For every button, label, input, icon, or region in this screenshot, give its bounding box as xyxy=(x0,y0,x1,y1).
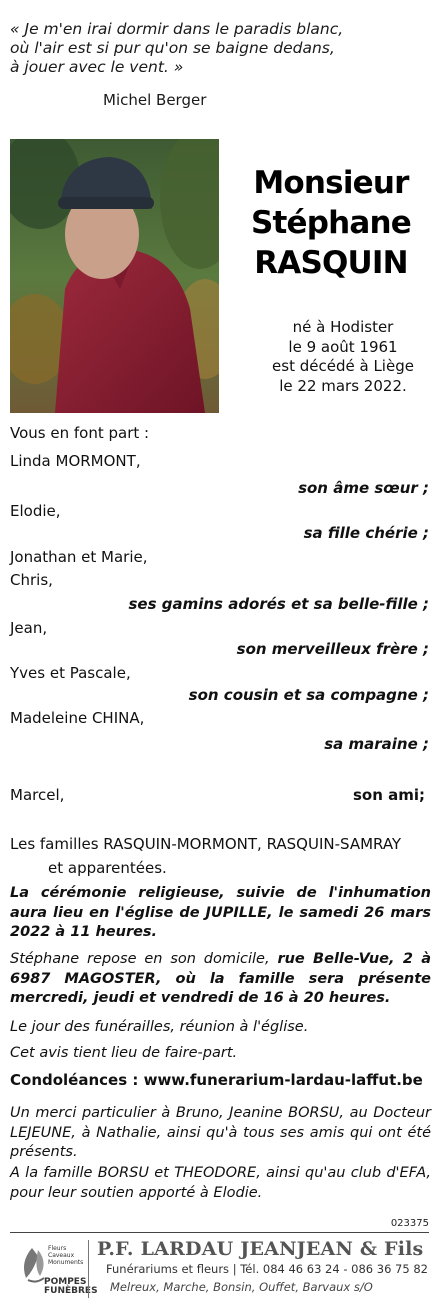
deceased-name xyxy=(226,163,436,283)
logo-funebres: FUNÈBRES xyxy=(44,1286,98,1296)
logo-line: Caveaux xyxy=(48,1252,75,1259)
family-name: Elodie, xyxy=(10,502,61,520)
quote-line-1: « Je m'en irai dormir dans le paradis blanc, xyxy=(10,20,344,38)
logo-line: Monuments xyxy=(48,1259,84,1266)
families-line: et apparentées. xyxy=(48,859,167,877)
birth-info xyxy=(248,318,438,396)
deceased-first-name: Stéphane xyxy=(250,205,412,241)
family-name: Jonathan et Marie, xyxy=(10,548,148,566)
family-name: Madeleine CHINA, xyxy=(10,709,145,727)
logo-text xyxy=(48,1245,83,1266)
portrait-photo xyxy=(10,139,219,413)
deceased-last-name: RASQUIN xyxy=(254,245,408,281)
quote-line-3: à jouer avec le vent. » xyxy=(10,58,184,76)
family-relation: son ami; xyxy=(352,786,425,804)
logo-line: Fleurs xyxy=(48,1245,67,1252)
family-name: Linda MORMONT, xyxy=(10,452,141,470)
company-name: P.F. LARDAU JEANJEAN & Fils xyxy=(97,1238,424,1260)
company-locations: Melreux, Marche, Bonsin, Ouffet, Barvaux s/O xyxy=(110,1280,373,1294)
rest-info xyxy=(10,950,431,1009)
quote-line-2: où l'air est si pur qu'on se baigne dedans, xyxy=(10,39,335,57)
logo-pompes-funebres xyxy=(44,1278,98,1296)
family-relation: ses gamins adorés et sa belle-fille ; xyxy=(128,595,429,613)
birth-line-3: est décédé à Liège xyxy=(272,357,414,375)
company-services: Funérariums et fleurs | Tél. 084 46 63 24 - 086 36 75 82 xyxy=(106,1262,428,1276)
family-relation: son âme sœur ; xyxy=(298,479,429,497)
birth-line-2: le 9 août 1961 xyxy=(288,337,398,356)
birth-line-1: né à Hodister xyxy=(292,318,394,336)
footer-separator xyxy=(88,1240,89,1298)
family-relation: son cousin et sa compagne ; xyxy=(188,686,429,704)
family-name: Jean, xyxy=(10,619,48,637)
family-name: Yves et Pascale, xyxy=(10,664,131,682)
birth-line-4: le 22 mars 2022. xyxy=(279,376,407,395)
quote-author: Michel Berger xyxy=(103,91,207,109)
funeral-day: Le jour des funérailles, réunion à l'église. xyxy=(10,1019,309,1035)
notice: Cet avis tient lieu de faire-part. xyxy=(10,1045,238,1061)
rest-info-part2: rue Belle-Vue, 2 à 6987 MAGOSTER, où la famille sera présente mercredi, jeudi et vendredi de 16 à 20 heures. xyxy=(10,951,431,1006)
reference-number: 023375 xyxy=(390,1218,429,1229)
families-line: Les familles RASQUIN-MORMONT, RASQUIN-SAMRAY xyxy=(10,835,402,853)
deceased-title: Monsieur xyxy=(253,165,409,201)
logo-pompes: POMPES xyxy=(44,1277,87,1287)
family-relation: sa fille chérie ; xyxy=(303,524,429,542)
condolences-link[interactable]: Condoléances : www.funerarium-lardau-laffut.be xyxy=(10,1071,423,1089)
quote xyxy=(10,20,430,77)
footer-divider xyxy=(10,1232,429,1233)
family-relation: son merveilleux frère ; xyxy=(236,640,429,658)
ceremony-info: La cérémonie religieuse, suivie de l'inhumation aura lieu en l'église de JUPILLE, le samedi 26 mars 2022 à 11 heures. xyxy=(10,885,431,940)
family-intro: Vous en font part : xyxy=(10,424,150,442)
rest-info-part1: Stéphane repose en son domicile, xyxy=(10,951,278,967)
family-relation: sa maraine ; xyxy=(324,735,429,753)
thanks-1: Un merci particulier à Bruno, Jeanine BORSU, au Docteur LEJEUNE, à Nathalie, ainsi qu'à tous ses amis qui ont été présents. xyxy=(10,1105,431,1160)
family-name: Marcel, xyxy=(10,786,65,804)
thanks-2: A la famille BORSU et THEODORE, ainsi qu'au club d'EFA, pour leur soutien apporté à Elodie. xyxy=(10,1165,431,1201)
family-name: Chris, xyxy=(10,571,53,589)
